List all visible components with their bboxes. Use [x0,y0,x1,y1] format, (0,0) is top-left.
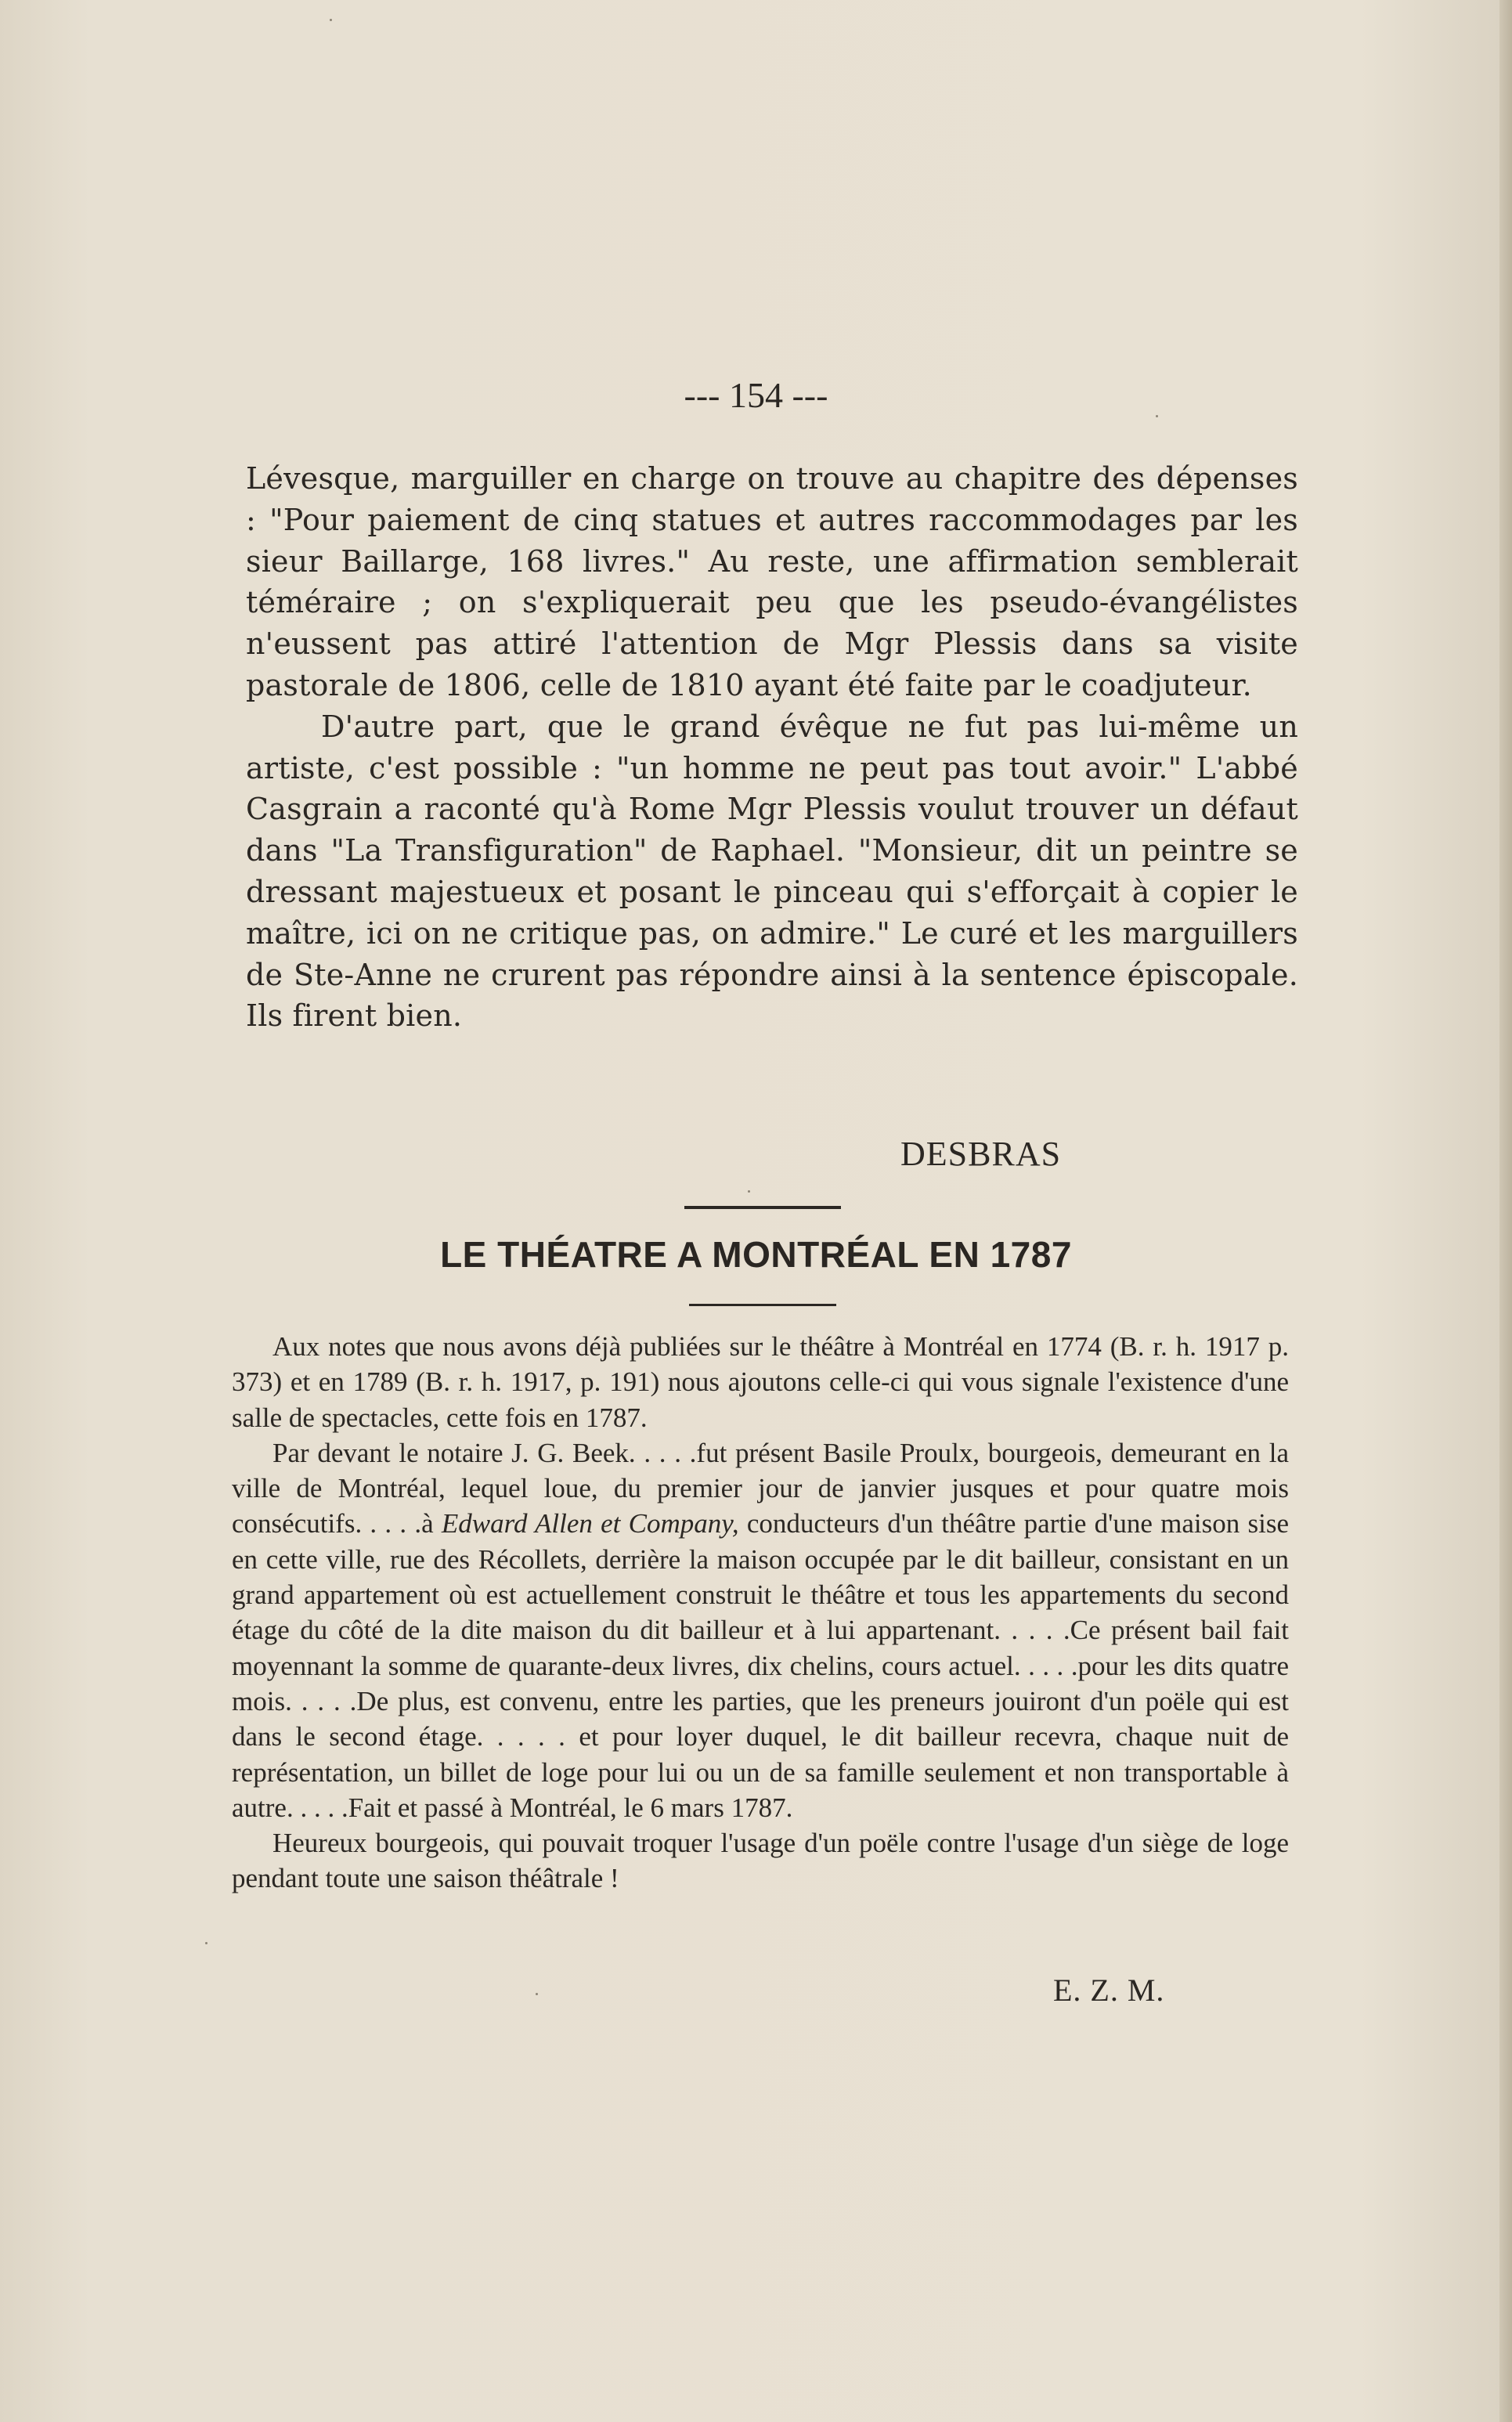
lease-text-end: conducteurs d'un théâtre partie d'une maison sise en cette ville, rue des Récollets, derrière la maison occupée par le dit bailleur, consistant en un grand appartement où est actuellement construit le théâtre et tous les appartements du second étage du côté de la dite maison du dit bailleur et à lui appartenant. . . . .Ce présent bail fait moyennant la somme de quarante-deux livres, dix chelins, cours actuel. . . . .pour les dits quatre mois. . . . .De plus, est convenu, entre les parties, que les preneurs jouiront d'un poële qui est dans le second étage. . . . . et pour loyer duquel, le dit bailleur recevra, chaque nuit de représentation, un billet de loge pour lui ou un de sa famille seulement et non transportable à autre. . . . .Fait et passé à Montréal, le 6 mars 1787. [232,1508,1289,1823]
page-number: --- 154 --- [684,375,828,415]
article-theatre [232,1329,1289,1897]
article-title: LE THÉATRE A MONTRÉAL EN 1787 [440,1234,1072,1275]
paragraph: Heureux bourgeois, qui pouvait troquer l'usage d'un poële contre l'usage d'un siège de loge pendant toute une saison théâtrale ! [232,1828,1289,1894]
paragraph: Lévesque, marguiller en charge on trouve au chapitre des dépenses : "Pour paiement de cinq statues et autres raccommodages par les sieur Baillarge, 168 livres." Au reste, une affirmation semblerait téméraire ; on s'expliquerait peu que les pseudo-évangélistes n'eussent pas attiré l'attention de Mgr Plessis dans sa visite pastorale de 1806, celle de 1810 ayant été faite par le coadjuteur. [246,461,1298,702]
paragraph-lease [232,1435,1289,1825]
lease-text-start: Par devant le notaire J. G. Beek. . . . .fut présent Basile Proulx, bourgeois, demeurant en la ville de Montréal, lequel loue, du premier jour de janvier jusques et pour quatre mois consécutifs. . . . .à [232,1437,1289,1539]
author-signature: DESBRAS [900,1135,1062,1173]
article-desbras [246,458,1298,1037]
paragraph: D'autre part, que le grand évêque ne fut pas lui-même un artiste, c'est possible : "un homme ne peut pas tout avoir." L'abbé Casgrain a raconté qu'à Rome Mgr Plessis voulut trouver un défaut dans "La Transfiguration" de Raphael. "Monsieur, dit un peintre se dressant majestueux et posant le pinceau qui s'efforçait à copier le maître, ici on ne critique pas, on admire." Le curé et les marguillers de Ste-Anne ne crurent pas répondre ainsi à la sentence épiscopale. Ils firent bien. [246,709,1298,1034]
company-name: Edward Allen et Company, [441,1508,739,1539]
section-divider [684,1206,841,1209]
author-initials: E. Z. M. [1053,1973,1165,2008]
page-edge [1499,0,1512,2422]
paragraph: Aux notes que nous avons déjà publiées sur le théâtre à Montréal en 1774 (B. r. h. 1917 p. 373) et en 1789 (B. r. h. 1917, p. 191) nous ajoutons celle-ci qui vous signale l'existence d'une salle de spectacles, cette fois en 1787. [232,1331,1289,1433]
title-underline [689,1304,836,1306]
